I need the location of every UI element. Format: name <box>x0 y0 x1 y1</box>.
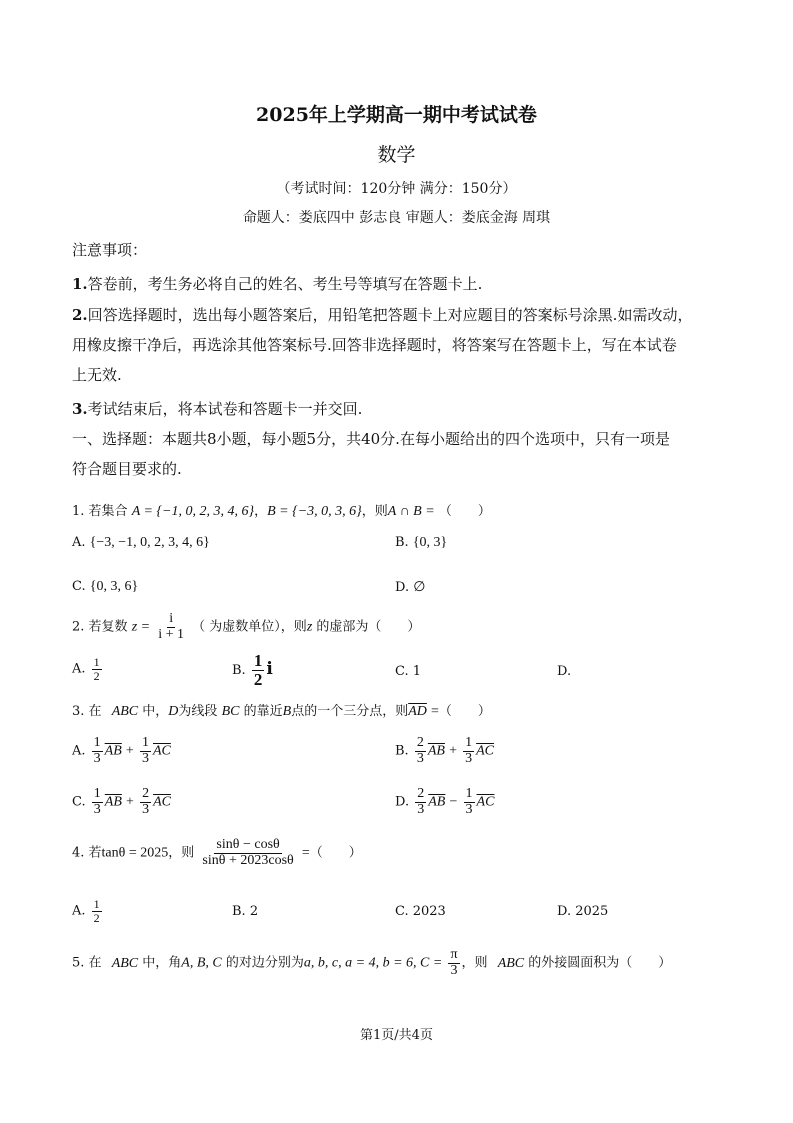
q2-option-b-label: B. <box>232 662 246 678</box>
q1-option-c-value: {0, 3, 6} <box>89 579 139 594</box>
q3-d-frac1 <box>415 787 426 817</box>
q2-option-a-den: 2 <box>93 668 100 683</box>
q2-fraction <box>156 612 186 642</box>
q1-option-c-label: C. <box>72 579 86 594</box>
q3-prefix: 3. 在 <box>72 704 102 719</box>
q4-answer-paren: （ ） <box>309 845 362 861</box>
q3-d-op: − <box>449 794 458 810</box>
note-3-number: 3. <box>72 400 88 418</box>
q2-option-c <box>395 664 421 679</box>
q3-option-c <box>72 787 171 817</box>
q1-option-a-label: A. <box>72 535 86 550</box>
q3-b-frac2 <box>463 736 474 766</box>
q4-condition: tanθ = 2025 <box>101 845 169 861</box>
q3-c-frac1-den: 3 <box>93 801 101 817</box>
q3-c-frac1-num: 1 <box>93 786 101 801</box>
q1-set-a: A = {−1, 0, 2, 3, 4, 6} <box>131 504 255 519</box>
q3-b-frac1-num: 2 <box>416 735 424 750</box>
q2-z: z <box>306 619 313 635</box>
q5-triangle-2: ABC <box>497 955 525 971</box>
q3-b-vec-ab: $\overline{AB}$ <box>427 743 445 759</box>
q1-option-d-label: D. <box>395 580 410 595</box>
note-2-text-1: 回答选择题时，选出每小题答案后，用铅笔把答题卡上对应题目的答案标号涂黑.如需改动， <box>87 306 693 324</box>
q5-angle-den: 3 <box>450 962 458 978</box>
q3-c-frac2-den: 3 <box>142 801 150 817</box>
q2-option-d-label: D. <box>557 664 572 679</box>
q2-option-c-value: 1 <box>412 664 422 679</box>
section1-line1: 一、选择题：本题共8小题，每小题5分，共40分.在每小题给出的四个选项中，只有一项是 <box>72 430 670 448</box>
q1-option-d <box>395 579 425 596</box>
q3-option-a-label: A. <box>72 743 86 759</box>
q1-sep: ， <box>254 504 268 519</box>
question-4-stem <box>72 838 362 868</box>
q3-b-frac2-num: 1 <box>465 735 473 750</box>
q3-d-vec-ab: $\overline{AB}$ <box>428 794 446 810</box>
q2-z-eq: z = <box>131 619 151 635</box>
q2-option-b-num: 1 <box>253 651 263 670</box>
q4-option-a-fraction <box>92 898 102 924</box>
q4-mid: ，则 <box>168 845 195 861</box>
q4-option-a-den: 2 <box>93 910 100 925</box>
q3-a-frac1-num: 1 <box>93 735 101 750</box>
q2-option-b-fraction <box>252 652 265 689</box>
q5-mid2: 的对边分别为 <box>225 955 304 971</box>
q3-mid1: 中， <box>142 704 169 719</box>
q4-option-d: D. 2025 <box>557 904 609 919</box>
q5-suffix: 的外接圆面积为（ ） <box>528 955 672 971</box>
note-3-text: 考试结束后，将本试卷和答题卡一并交回. <box>87 400 363 418</box>
q3-a-frac2-num: 1 <box>141 735 149 750</box>
q1-option-b-value: {0, 3} <box>412 535 448 550</box>
q3-option-d <box>395 787 494 817</box>
q5-angle-num: π <box>450 947 458 962</box>
q4-option-a-num: 1 <box>93 897 100 911</box>
q3-a-vec-ac: $\overline{AC}$ <box>152 743 171 759</box>
q3-d-frac2-num: 1 <box>465 786 473 801</box>
q5-angle-fraction <box>448 948 459 978</box>
q4-option-a <box>72 898 104 924</box>
q3-triangle: ABC <box>111 704 139 719</box>
note-1-number: 1. <box>72 275 88 293</box>
q5-mid1: 中，角 <box>142 955 182 971</box>
q4-option-b: B. 2 <box>232 904 259 919</box>
section1-line2: 符合题目要求的. <box>72 460 182 478</box>
note-2-line3: 上无效. <box>72 366 122 384</box>
q1-intersection: A ∩ B = <box>387 504 435 519</box>
note-3 <box>72 398 362 419</box>
q3-a-frac1-den: 3 <box>93 750 101 766</box>
q3-c-vec-ab: $\overline{AB}$ <box>104 794 122 810</box>
q4-equals: = <box>301 845 310 861</box>
q3-c-vec-ac: $\overline{AC}$ <box>153 794 171 810</box>
q3-option-d-label: D. <box>395 794 410 810</box>
q5-condition: a, b, c, a = 4, b = 6, C = <box>303 955 443 971</box>
q3-c-frac1 <box>92 787 103 817</box>
q4-fraction <box>200 838 295 868</box>
q3-b-frac2-den: 3 <box>465 750 473 766</box>
q3-d-frac2-den: 3 <box>465 801 473 817</box>
q3-a-frac2-den: 3 <box>141 750 149 766</box>
note-1-text: 答卷前，考生务必将自己的姓名、考生号等填写在答题卡上. <box>87 275 483 293</box>
q5-angles: A, B, C <box>181 955 222 971</box>
q2-option-b-den: 2 <box>253 669 263 689</box>
note-2-line1 <box>72 304 692 325</box>
q3-a-op: + <box>125 743 134 759</box>
exam-info: （考试时间：120分钟 满分：150分） <box>276 181 517 197</box>
q3-c-op: + <box>126 794 134 810</box>
q3-vector-ad: $\overline{AD}$ <box>408 704 427 719</box>
q5-prefix: 5. 在 <box>72 955 102 971</box>
q2-prefix: 2. 若复数 <box>72 619 128 635</box>
q1-option-c <box>72 579 138 595</box>
q3-mid2: 为线段 <box>178 704 218 719</box>
q2-option-a-num: 1 <box>93 655 100 669</box>
q3-option-b-label: B. <box>395 743 409 759</box>
question-2-stem <box>72 612 420 642</box>
q4-fraction-numerator: sinθ − cosθ <box>216 837 280 852</box>
q3-segment-bc: BC <box>221 704 240 719</box>
note-2-number: 2. <box>72 306 88 324</box>
q3-point-b: B <box>282 704 292 719</box>
q1-option-d-value: ∅ <box>413 580 426 595</box>
q3-mid4: 点的一个三分点，则 <box>291 704 409 719</box>
q3-d-frac1-num: 2 <box>417 786 425 801</box>
q3-point-d: D <box>168 704 179 719</box>
q2-mid: （ 为虚数单位），则 <box>192 619 307 635</box>
exam-authors: 命题人：娄底四中 彭志良 审题人：娄底金海 周琪 <box>242 210 551 226</box>
notes-heading: 注意事项： <box>72 241 148 259</box>
q2-option-a <box>72 656 104 682</box>
q3-option-b <box>395 736 494 766</box>
q5-triangle: ABC <box>111 955 139 971</box>
note-2-line2: 用橡皮擦干净后，再选涂其他答案标号.回答非选择题时，将答案写在答题卡上，写在本试卷 <box>72 336 677 354</box>
q1-set-b: B = {−3, 0, 3, 6} <box>267 504 362 519</box>
q3-c-frac2 <box>140 787 151 817</box>
question-5-stem <box>72 948 671 978</box>
note-1 <box>72 273 482 294</box>
q2-option-a-fraction <box>92 656 102 682</box>
q4-option-a-label: A. <box>72 903 86 919</box>
q2-fraction-numerator: i <box>169 611 174 626</box>
q2-fraction-denominator: i + 1 <box>158 626 185 642</box>
exam-title: 2025年上学期高一期中考试试卷 <box>256 104 537 126</box>
exam-subject: 数学 <box>377 144 416 166</box>
q3-b-frac1 <box>415 736 426 766</box>
q2-option-d <box>557 664 571 679</box>
q3-c-frac2-num: 2 <box>142 786 150 801</box>
q1-answer-paren: （ ） <box>438 504 491 519</box>
question-1-stem <box>72 500 491 520</box>
q3-b-frac1-den: 3 <box>416 750 424 766</box>
q1-option-b-label: B. <box>395 535 409 550</box>
q3-option-a <box>72 736 171 766</box>
q2-option-b <box>232 652 273 689</box>
q2-suffix: 的虚部为（ ） <box>316 619 421 635</box>
q3-d-vec-ac: $\overline{AC}$ <box>476 794 495 810</box>
q2-option-b-i: i <box>266 658 273 679</box>
q4-prefix: 4. 若 <box>72 845 102 861</box>
q2-option-a-label: A. <box>72 661 86 677</box>
q3-b-vec-ac: $\overline{AC}$ <box>476 743 495 759</box>
q3-d-frac2 <box>464 787 475 817</box>
q3-option-c-label: C. <box>72 794 86 810</box>
q2-option-c-label: C. <box>395 664 409 679</box>
q3-d-frac1-den: 3 <box>417 801 425 817</box>
q3-a-frac2 <box>140 736 151 766</box>
q1-option-a <box>72 535 210 551</box>
q3-answer-paren: （ ） <box>438 704 491 719</box>
q4-option-c: C. 2023 <box>395 904 446 919</box>
q3-b-op: + <box>449 743 457 759</box>
page-footer: 第1页/共4页 <box>360 1028 433 1043</box>
question-3-stem <box>72 700 491 720</box>
q1-ask: ，则 <box>361 504 388 519</box>
q4-fraction-denominator: sinθ + 2023cosθ <box>202 852 294 868</box>
q1-prefix: 1. 若集合 <box>72 504 128 519</box>
q5-mid3: ，则 <box>461 955 488 971</box>
q1-option-b <box>395 535 447 551</box>
q3-mid3: 的靠近 <box>243 704 283 719</box>
q3-a-frac1 <box>92 736 103 766</box>
q1-option-a-value: {−3, −1, 0, 2, 3, 4, 6} <box>89 535 210 550</box>
q3-equals: = <box>431 704 439 719</box>
q3-a-vec-ab: $\overline{AB}$ <box>104 743 122 759</box>
